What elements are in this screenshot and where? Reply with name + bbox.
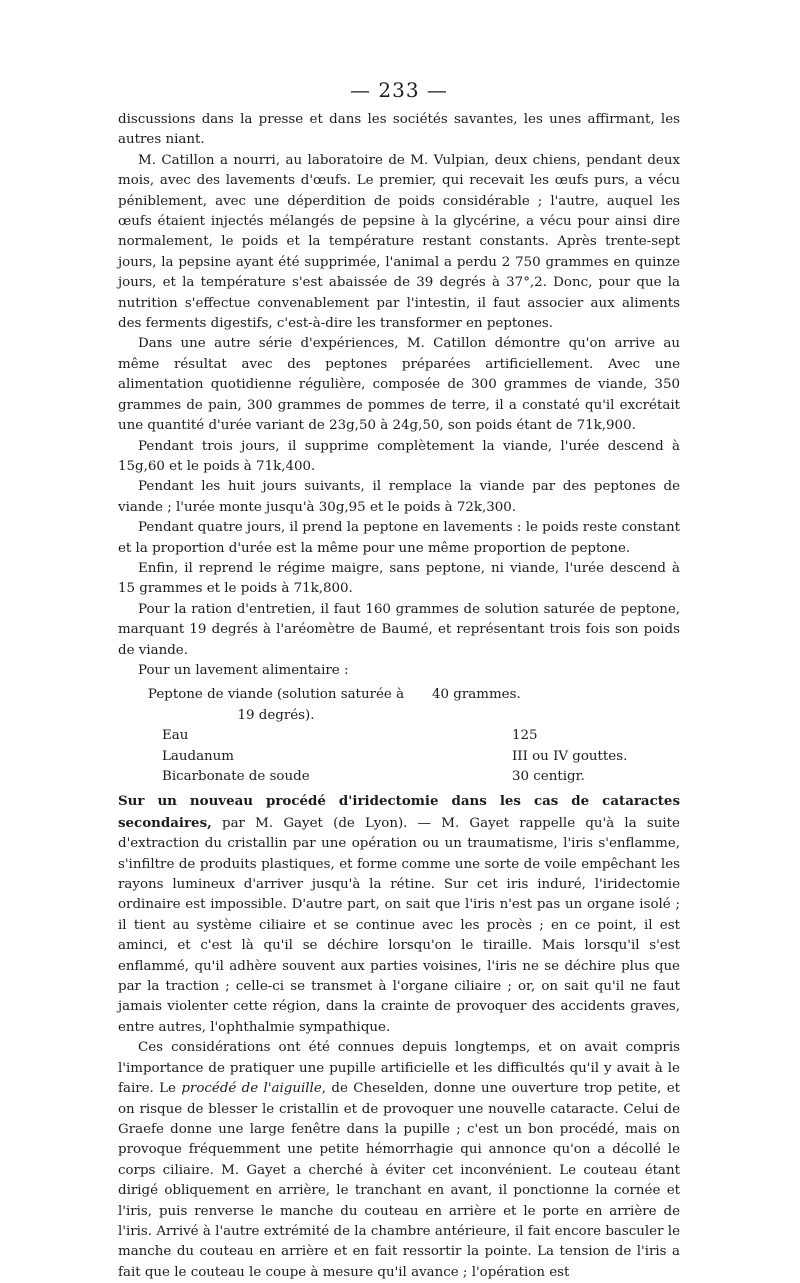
- paragraph-quatre-jours: Pendant quatre jours, il prend la peptone en lavements : le poids reste constant et la proportion d'urée est la même pour une même proportion de peptone.: [118, 520, 680, 556]
- paragraph-lavement-intro: Pour un lavement alimentaire :: [138, 662, 349, 678]
- recipe-row: [140, 726, 680, 746]
- recipe-row: [140, 747, 680, 767]
- document-page: [118, 78, 681, 1280]
- paragraph-regime-maigre: Enfin, il reprend le régime maigre, sans peptone, ni viande, l'urée descend à 15 grammes et le poids à 71k,800.: [118, 560, 680, 597]
- section-text: — M. Gayet rappelle qu'à la suite d'extraction du cristallin par une opération ou un traumatisme, l'iris s'enflamme, s'infiltre de produits plastiques, et forme comme une sorte de voile empêchant les rayons lumineux d'arriver jusqu'à la rétine. Sur cet iris induré, l'iridectomie ordinaire est impossible. D'autre part, on sait que l'iris n'est pas un organe isolé ; il tient au système ciliaire et se continue avec les procès ; en ce point, il est aminci, et c'est là qu'il se déchire lorsqu'on le tiraille. Mais lorsqu'il s'est enflammé, qu'il adhère souvent aux parties voisines, l'iris ne se déchire plus que par la traction ; celle-ci se transmet à l'organe ciliaire ; or, on sait qu'il ne faut jamais violenter cette région, dans la crainte de provoquer des accidents graves, entre autres, l'ophthalmie sympathique.: [118, 815, 680, 1035]
- paragraph-considerations: [118, 1038, 680, 1283]
- paragraph-catillon-chiens: M. Catillon a nourri, au laboratoire de M. Vulpian, deux chiens, pendant deux mois, avec des lavements d'œufs. Le premier, qui recevait les œufs purs, a vécu péniblement, avec une déperdition de poids considérable ; l'autre, auquel les œufs étaient injectés mélangés de pepsine à la glycérine, a vécu pour ainsi dire normalement, le poids et la température restant constants. Après trente-sept jours, la pepsine ayant été supprimée, l'animal a perdu 2 750 grammes en quinze jours, et la température s'est abaissée de 39 degrés à 37°,2. Donc, pour que la nutrition s'effectue convenablement par l'intestin, il faut associer aux aliments des ferments digestifs, c'est-à-dire les transformer en peptones.: [118, 152, 680, 332]
- recipe-title-row: [140, 685, 600, 726]
- paragraph-trois-jours: Pendant trois jours, il supprime complètement la viande, l'urée descend à 15g,60 et le poids à 71k,400.: [118, 438, 680, 474]
- paragraph-continuation: discussions dans la presse et dans les sociétés savantes, les unes affirmant, les autres niant.: [118, 112, 680, 148]
- paragraph-peptones-artificielles: Dans une autre série d'expériences, M. Catillon démontre qu'on arrive au même résultat avec des peptones préparées artificiellement. Avec une alimentation quotidienne régulière, composée de 300 grammes de viande, 350 grammes de pain, 300 grammes de pommes de terre, il a constaté qu'il excrétait une quantité d'urée variant de 23g,50 à 24g,50, son poids étant de 71k,900.: [118, 336, 680, 434]
- recipe-quantity: III ou IV gouttes.: [512, 748, 628, 764]
- paragraph-huit-jours: Pendant les huit jours suivants, il remplace la viande par des peptones de viande ; l'urée monte jusqu'à 30g,95 et le poids à 72k,300.: [118, 479, 680, 515]
- recipe-row: [140, 767, 680, 787]
- section-author: par M. Gayet (de Lyon).: [222, 815, 408, 831]
- recipe-title: Peptone de viande (solution saturée à 19 degrés).: [147, 687, 405, 723]
- section-heading: Sur un nouveau procédé d'iridectomie dans les cas de cataractes secondaires,: [118, 793, 680, 831]
- recipe-ingredient: Bicarbonate de soude: [162, 769, 310, 784]
- recipe-block: [140, 685, 680, 787]
- section-gayet-paragraph: [118, 791, 680, 1038]
- recipe-quantity: 30 centigr.: [512, 769, 585, 784]
- procedure-name: procédé de l'aiguille: [181, 1081, 322, 1097]
- recipe-quantity: 125: [512, 728, 538, 744]
- paragraph-ration-entretien: Pour la ration d'entretien, il faut 160 grammes de solution saturée de peptone, marquant 19 degrés à l'aréomètre de Baumé, et représentant trois fois son poids de viande.: [118, 601, 680, 658]
- recipe-title-quantity: 40 grammes.: [432, 687, 521, 703]
- page-number: — 233 —: [350, 78, 448, 102]
- paragraph-text-after: , de Cheselden, donne une ouverture trop petite, et on risque de blesser le cristallin et de provoquer une nouvelle cataracte. Celui de Graefe donne une large fenêtre dans la pupille ; c'est un bon procédé, mais on provoque fréquemment une petite hémorrhagie qui annonce qu'on a décollé le corps ciliaire. M. Gayet a cherché à éviter cet inconvénient. Le couteau étant dirigé obliquement en arrière, le tranchant en avant, il ponctionne la cornée et l'iris, puis renverse le manche du couteau en arrière et le porte en arrière de l'iris. Arrivé à l'autre extrémité de la chambre antérieure, il fait encore basculer le manche du couteau en arrière et en fait ressortir la pointe. La tension de l'iris a fait que le couteau le coupe à mesure qu'il avance ; l'opération est: [118, 1081, 681, 1280]
- paragraph-text-before: Ces considérations ont été connues depuis longtemps, et on avait compris l'importance de pratiquer une pupille artificielle et les difficultés qu'il y avait à le faire. Le: [118, 1040, 680, 1097]
- recipe-ingredient: Eau: [162, 728, 189, 744]
- recipe-ingredient: Laudanum: [162, 748, 235, 764]
